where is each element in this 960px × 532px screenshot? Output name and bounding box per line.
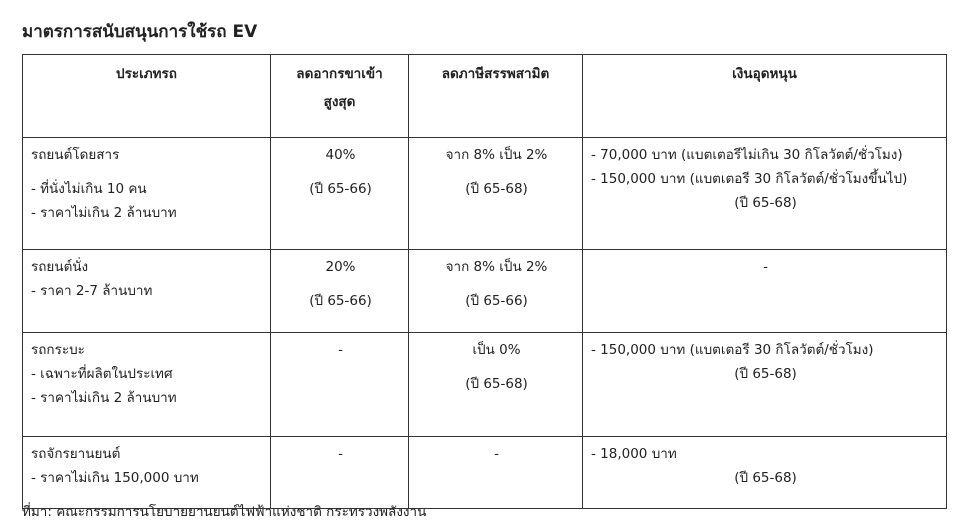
header-excise-tax: ลดภาษีสรรพสามิต [409, 55, 583, 138]
cell-vehicle-type: รถจักรยานยนต์ - ราคาไม่เกิน 150,000 บาท [23, 437, 271, 509]
cell-subsidy: - 18,000 บาท (ปี 65-68) [583, 437, 947, 509]
cell-import-duty: - [271, 437, 409, 509]
table-row [23, 437, 947, 509]
cell-subsidy: - [583, 250, 947, 333]
header-vehicle-type: ประเภทรถ [23, 55, 271, 138]
cell-import-duty: 40% (ปี 65-66) [271, 138, 409, 250]
table-row [23, 250, 947, 333]
source-note: ที่มา: คณะกรรมการนโยบายยานยนต์ไฟฟ้าแห่งชาติ กระทรวงพลังงาน [22, 504, 427, 520]
cell-vehicle-type: รถยนต์นั่ง - ราคา 2-7 ล้านบาท [23, 250, 271, 333]
cell-excise-tax: จาก 8% เป็น 2% (ปี 65-66) [409, 250, 583, 333]
cell-excise-tax: จาก 8% เป็น 2% (ปี 65-68) [409, 138, 583, 250]
cell-excise-tax: - [409, 437, 583, 509]
page-title: มาตรการสนับสนุนการใช้รถ EV [22, 22, 258, 42]
header-subsidy: เงินอุดหนุน [583, 55, 947, 138]
header-import-duty: ลดอากรขาเข้า สูงสุด [271, 55, 409, 138]
cell-excise-tax: เป็น 0% (ปี 65-68) [409, 333, 583, 437]
table-row [23, 333, 947, 437]
ev-measures-table [22, 54, 947, 509]
cell-import-duty: 20% (ปี 65-66) [271, 250, 409, 333]
table-header-row [23, 55, 947, 138]
cell-subsidy: - 150,000 บาท (แบตเตอรี 30 กิโลวัตต์/ชั่วโมง) (ปี 65-68) [583, 333, 947, 437]
cell-import-duty: - [271, 333, 409, 437]
cell-vehicle-type: รถกระบะ - เฉพาะที่ผลิตในประเทศ - ราคาไม่เกิน 2 ล้านบาท [23, 333, 271, 437]
cell-vehicle-type: รถยนต์โดยสาร - ที่นั่งไม่เกิน 10 คน - ราคาไม่เกิน 2 ล้านบาท [23, 138, 271, 250]
cell-subsidy: - 70,000 บาท (แบตเตอรีไม่เกิน 30 กิโลวัตต์/ชั่วโมง) - 150,000 บาท (แบตเตอรี 30 กิโลวัตต์/ชั่วโมงขึ้นไป) (ปี 65-68) [583, 138, 947, 250]
table-row [23, 138, 947, 250]
